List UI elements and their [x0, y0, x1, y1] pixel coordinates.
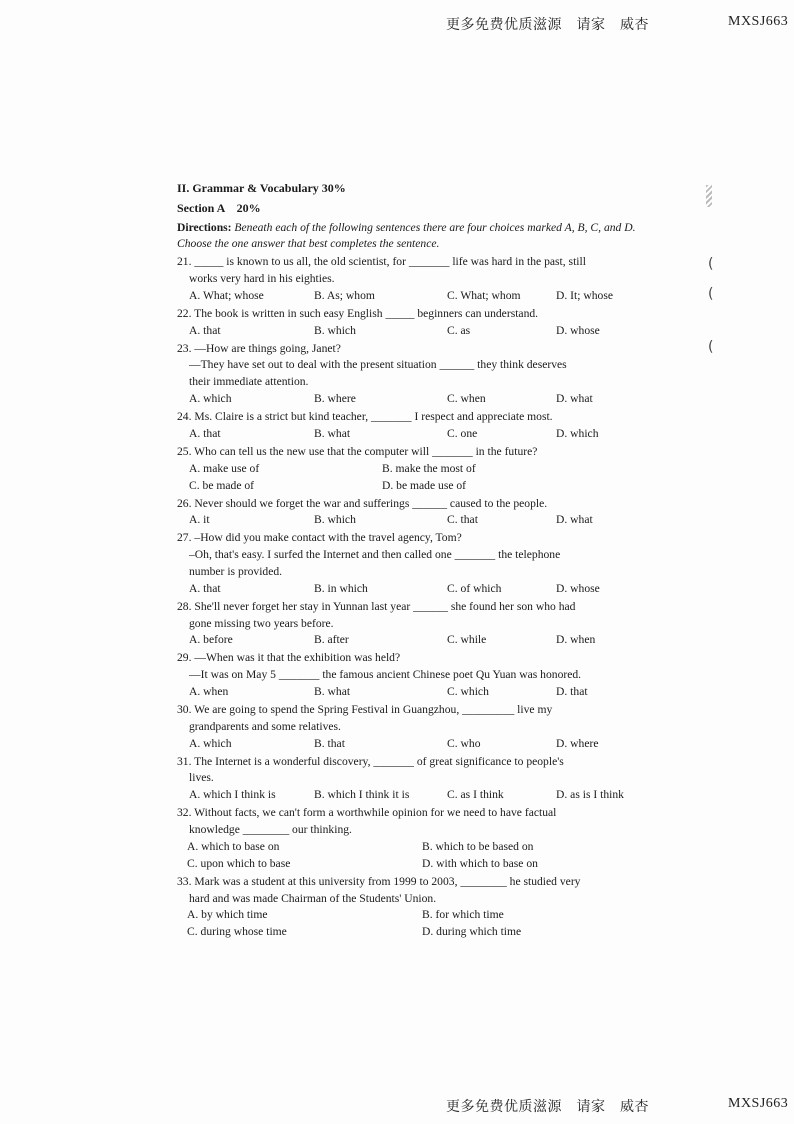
question-22	[177, 306, 647, 340]
option-d: D. which	[556, 426, 599, 440]
option-b: B. which I think it is	[314, 788, 410, 802]
option-d: D. It; whose	[556, 288, 613, 302]
option-b: B. which to be based on	[422, 839, 534, 853]
question-text-line: 32. Without facts, we can't form a worthwhile opinion for we need to have factual	[177, 806, 557, 820]
question-23	[177, 341, 647, 408]
option-d: D. during which time	[422, 925, 522, 939]
option-d: D. what	[556, 513, 593, 527]
option-d: D. what	[556, 391, 593, 405]
question-text-line: —It was on May 5 _______ the famous ancient Chinese poet Qu Yuan was honored.	[189, 668, 582, 682]
question-text-line: 31. The Internet is a wonderful discovery, _______ of great significance to people's	[177, 754, 564, 768]
question-30	[177, 702, 647, 753]
question-31	[177, 754, 647, 805]
question-24	[177, 409, 647, 443]
option-b: B. which	[314, 323, 356, 337]
section-subtitle: Section A 20%	[177, 200, 261, 215]
page-footer	[446, 1096, 789, 1116]
option-a: A. which to base on	[187, 839, 280, 853]
question-text-line: 30. We are going to spend the Spring Festival in Guangzhou, _________ live my	[177, 702, 553, 716]
page-header	[446, 14, 789, 34]
option-d: D. when	[556, 633, 596, 647]
option-b: B. where	[314, 391, 356, 405]
option-c: C. be made of	[189, 478, 255, 492]
option-b: B. for which time	[422, 908, 504, 922]
question-text-line: 33. Mark was a student at this university from 1999 to 2003, ________ he studied very	[177, 874, 581, 888]
question-25	[177, 444, 647, 495]
option-a: A. by which time	[187, 908, 268, 922]
option-a: A. make use of	[189, 461, 260, 475]
question-32	[177, 805, 647, 873]
option-a: A. that	[189, 426, 221, 440]
option-b: B. which	[314, 513, 356, 527]
option-c: C. during whose time	[187, 925, 287, 939]
option-c: C. as I think	[447, 788, 504, 802]
option-a: A. What; whose	[189, 288, 264, 302]
scan-artifact	[706, 185, 712, 207]
question-text-line: 26. Never should we forget the war and sufferings ______ caused to the people.	[177, 496, 548, 510]
option-c: C. What; whom	[447, 288, 521, 302]
footer-code: MXSJ663	[728, 1096, 789, 1111]
option-a: A. when	[189, 684, 229, 698]
question-list	[177, 254, 647, 941]
option-a: A. that	[189, 323, 221, 337]
option-b: B. in which	[314, 581, 368, 595]
option-d: D. whose	[556, 581, 600, 595]
directions-text: Beneath each of the following sentences there are four choices marked A, B, C, and D. Choose the one answer that best completes the sentence.	[177, 220, 636, 251]
question-21	[177, 254, 647, 305]
option-d: D. with which to base on	[422, 856, 538, 870]
option-c: C. that	[447, 513, 478, 527]
footer-text: 更多免费优质滋源 请家 威杏	[446, 1099, 649, 1115]
option-b: B. make the most of	[382, 461, 476, 475]
option-c: C. which	[447, 684, 489, 698]
question-text-line: 24. Ms. Claire is a strict but kind teacher, _______ I respect and appreciate most.	[177, 409, 553, 423]
option-b: B. what	[314, 684, 351, 698]
question-29	[177, 650, 647, 701]
question-text-line: 21. _____ is known to us all, the old scientist, for _______ life was hard in the past, still	[177, 255, 586, 269]
option-b: B. what	[314, 426, 351, 440]
option-a: A. which	[189, 391, 232, 405]
question-text-line: —They have set out to deal with the present situation ______ they think deserves	[189, 358, 567, 372]
exam-section	[177, 180, 647, 941]
option-d: D. that	[556, 684, 588, 698]
question-text-line: 22. The book is written in such easy English _____ beginners can understand.	[177, 306, 539, 320]
option-a: A. which I think is	[189, 788, 276, 802]
question-text-line: their immediate attention.	[189, 375, 309, 389]
question-28	[177, 599, 647, 650]
directions-label: Directions:	[177, 220, 232, 234]
question-33	[177, 874, 647, 942]
question-text-line: 23. —How are things going, Janet?	[177, 341, 341, 355]
option-c: C. as	[447, 323, 471, 337]
question-text-line: lives.	[189, 771, 214, 785]
option-d: D. as is I think	[556, 788, 624, 802]
option-d: D. whose	[556, 323, 600, 337]
directions	[177, 220, 647, 254]
option-d: D. be made use of	[382, 478, 467, 492]
option-b: B. As; whom	[314, 288, 375, 302]
option-d: D. where	[556, 736, 599, 750]
option-a: A. which	[189, 736, 232, 750]
option-a: A. that	[189, 581, 221, 595]
question-text-line: number is provided.	[189, 564, 283, 578]
question-26	[177, 496, 647, 530]
option-a: A. before	[189, 633, 233, 647]
margin-mark: (	[708, 339, 714, 355]
option-a: A. it	[189, 513, 210, 527]
option-c: C. one	[447, 426, 478, 440]
section-title: II. Grammar & Vocabulary 30%	[177, 181, 346, 195]
option-c: C. upon which to base	[187, 856, 291, 870]
question-text-line: gone missing two years before.	[189, 616, 334, 630]
question-text-line: knowledge ________ our thinking.	[189, 822, 352, 836]
question-text-line: hard and was made Chairman of the Students' Union.	[189, 891, 437, 905]
question-text-line: works very hard in his eighties.	[189, 271, 335, 285]
option-c: C. when	[447, 391, 486, 405]
option-c: C. of which	[447, 581, 502, 595]
question-27	[177, 530, 647, 597]
margin-mark: (	[708, 256, 714, 272]
option-c: C. who	[447, 736, 481, 750]
option-b: B. that	[314, 736, 345, 750]
header-code: MXSJ663	[728, 14, 789, 29]
question-text-line: 27. –How did you make contact with the travel agency, Tom?	[177, 531, 462, 545]
option-b: B. after	[314, 633, 349, 647]
question-text-line: 28. She'll never forget her stay in Yunnan last year ______ she found her son who had	[177, 599, 576, 613]
question-text-line: 29. —When was it that the exhibition was held?	[177, 651, 401, 665]
question-text-line: 25. Who can tell us the new use that the computer will _______ in the future?	[177, 444, 538, 458]
header-text: 更多免费优质滋源 请家 威杏	[446, 17, 649, 33]
margin-mark: (	[708, 286, 714, 302]
question-text-line: –Oh, that's easy. I surfed the Internet and then called one _______ the telephone	[189, 548, 561, 562]
option-c: C. while	[447, 633, 487, 647]
question-text-line: grandparents and some relatives.	[189, 719, 341, 733]
